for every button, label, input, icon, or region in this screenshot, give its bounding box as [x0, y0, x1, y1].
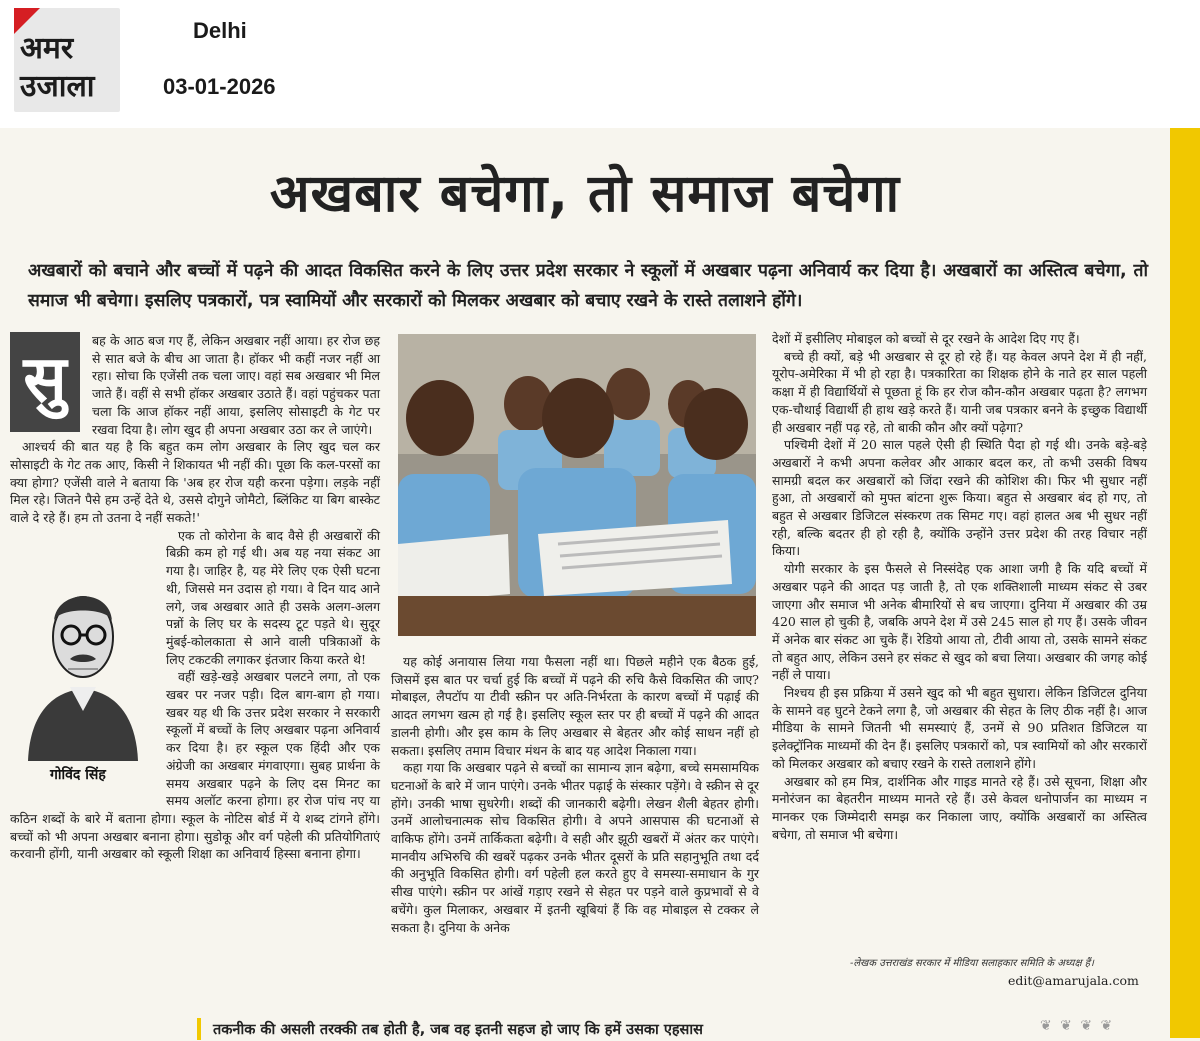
paragraph: पश्चिमी देशों में 20 साल पहले ऐसी ही स्थिति पैदा हो गई थी। उनके बड़े-बड़े अखबारों ने कभी अपना कलेवर और आकार बदल कर, तो कभी उसकी विषय सामग्री बदल कर अखबारों को जिंदा रखने की कोशिश की। फिर भी सुधार नहीं हुआ, तो अखबारों को मुफ्त बांटना शुरू किया। बहुत से अखबार बंद हो गए, तो बहुत से अखबार डिजिटल संस्करण तक सिमट गए। वहां हालत अब भी सुधर नहीं रही, बल्कि बदतर ही हो रही है, क्योंकि उन्होंने उत्तर प्रदेश की तरह विचार नहीं किया।: [772, 437, 1147, 559]
article-column-1: [10, 332, 380, 863]
paragraph: बच्चे ही क्यों, बड़े भी अखबार से दूर हो रहे हैं। यह केवल अपने देश में ही नहीं, यूरोप-अमेरिका में भी हो रहा है। पत्रकारिता का शिक्षक होने के नाते हर साल पहली कक्षा में ही विद्यार्थियों से पूछता हूं कि हर रोज कौन-कौन अखबार पढ़ता है? लगभग एक-चौथाई विद्यार्थी ही हाथ खड़े करते हैं। यानी जब पत्रकार बनने के इच्छुक विद्यार्थी ही अखबार नहीं पढ़ रहे, तो बाकी कौन और क्यों पढ़ेगा?: [772, 348, 1147, 435]
footer-quote-strip: [0, 1012, 1170, 1041]
author-byline: -लेखक उत्तराखंड सरकार में मीडिया सलाहकार समिति के अध्यक्ष हैं।: [850, 958, 1094, 969]
paragraph: यह कोई अनायास लिया गया फैसला नहीं था। पिछले महीने एक बैठक हुई, जिसमें इस बात पर चर्चा हुई कि बच्चों में पढ़ने की रुचि कैसे विकसित की जाए? मोबाइल, लैपटॉप या टीवी स्क्रीन पर अति-निर्भरता के कारण बच्चों में पढ़ाई की आदत लगभग खत्म हो गई है। इसलिए स्कूल स्तर पर ही बच्चों में पढ़ने की आदत डालनी होगी। और इस काम के लिए अखबार से बेहतर और कोई साधन नहीं हो सकता। इसलिए तमाम विचार मंथन के बाद यह आदेश निकाला गया।: [391, 654, 759, 758]
logo-text-line1: अमर: [20, 31, 74, 66]
edition-city: Delhi: [193, 18, 247, 43]
paragraph: कहा गया कि अखबार पढ़ने से बच्चों का सामान्य ज्ञान बढ़ेगा, बच्चे समसामयिक घटनाओं के बारे में जान पाएंगे। उनके भीतर पढ़ाई के संस्कार पड़ेंगे। वे स्क्रीन से दूर होंगे। उनकी भाषा सुधरेगी। शब्दों की जानकारी बढ़ेगी। लेखन शैली बेहतर होगी। उनमें आलोचनात्मक सोच विकसित होगी। वे अपने आसपास की घटनाओं से वाकिफ होंगे। उनमें तार्किकता बढ़ेगी। वे सही और झूठी खबरों में अंतर कर पाएंगे। मानवीय अभिरुचि की खबरें पढ़कर उनके भीतर दूसरों के प्रति सहानुभूति तथा दर्द की अनुभूति विकसित होगी। वर्ग पहेली हल करते हुए वे समस्या-समाधान के गुर सीख पाएंगे। स्क्रीन पर आंखें गड़ाए रखने से सेहत पर पड़ने वाले कुप्रभावों से वे बचेंगे। कुल मिलाकर, अखबार में इतनी खूबियां हैं कि वह मोबाइल से टक्कर ले सकता है। दुनिया के अनेक: [391, 760, 759, 935]
article-column-3: [772, 330, 1147, 843]
yellow-side-bar: [1170, 128, 1200, 1038]
page-header: [0, 0, 1200, 128]
footer-quote: तकनीक की असली तरक्की तब होती है, जब वह इतनी सहज हो जाए कि हमें उसका एहसास: [213, 1022, 703, 1038]
article-standfirst: अखबारों को बचाने और बच्चों में पढ़ने की आदत विकसित करने के लिए उत्तर प्रदेश सरकार ने स्कूलों में अखबार पढ़ना अनिवार्य कर दिया है। अखबारों का अस्तित्व बचेगा, तो समाज भी बचेगा। इसलिए पत्रकारों, पत्र स्वामियों और सरकारों को मिलकर अखबार को बचाए रखने के रास्ते तलाशने होंगे।: [28, 261, 1148, 311]
photo-illustration-icon: [398, 334, 756, 636]
paragraph: निश्चय ही इस प्रक्रिया में उसने खुद को भी बहुत सुधारा। लेकिन डिजिटल दुनिया के सामने वह घुटने टेकने लगा है, जो अखबार की सेहत के लिए ठीक नहीं है। आज मीडिया के सामने जितनी भी समस्याएं हैं, उनमें से 90 प्रतिशत डिजिटल या इलेक्ट्रॉनिक माध्यमों की देन हैं। इसलिए पत्रकारों को, पत्र स्वामियों को और सरकारों को मिलकर अखबार को बचाए रखने के रास्ते तलाशने होंगे।: [772, 685, 1147, 771]
amar-ujala-logo: [14, 8, 120, 112]
author-portrait: [10, 541, 156, 801]
edition-date: 03-01-2026: [163, 74, 276, 99]
students-reading-photo: [398, 334, 756, 636]
author-name: गोविंद सिंह: [50, 766, 106, 783]
paragraph: अखबार को हम मित्र, दार्शनिक और गाइड मानते रहे हैं। उसे सूचना, शिक्षा और मनोरंजन का बेहतरीन माध्यम मानते रहे हैं। उसे केवल धनोपार्जन का माध्यम न मानकर एक जिम्मेदारी समझ कर निकाला जाए, क्योंकि अखबारों का अस्तित्व बचेगा, तो समाज भी बचेगा।: [772, 773, 1147, 842]
paragraph: आश्चर्य की बात यह है कि बहुत कम लोग अखबार के लिए खुद चल कर सोसाइटी के गेट तक आए, किसी ने शिकायत भी नहीं की। पूछा कि कल-परसों का क्या होगा? एजेंसी वाले ने बताया कि 'अब हर रोज यही करना पड़ेगा। लड़के नहीं मिल रहे। जितने पैसे हम उन्हें देते थे, उससे दोगुने जोमैटो, ब्लिंकिट या बिग बास्केट वाले दे रहे हैं। हम तो उतना दे नहीं सकते!': [10, 439, 380, 526]
paragraph: देशों में इसीलिए मोबाइल को बच्चों से दूर रखने के आदेश दिए गए हैं।: [772, 331, 1080, 346]
article-headline: अखबार बचेगा, तो समाज बचेगा: [269, 164, 901, 224]
author-sketch-icon: [10, 541, 156, 761]
drop-cap: सु: [10, 332, 80, 432]
paragraph: एक तो कोरोना के बाद वैसे ही अखबारों की बिक्री कम हो गई थी। अब यह नया संकट आ गया है। जाहिर है, यह मेरे लिए एक ऐसी घटना थी, जिससे मन उदास हो गया। वे दिन याद आने लगे, जब अखबार आते ही उसके अलग-अलग पन्नों के लिए घर के सदस्य टूट पड़ते थे। सुदूर मुंबई-कोलकाता से आने वाली पत्रिकाओं के लिए टकटकी लगाकर इंतजार किया करते थे!: [166, 527, 380, 667]
paragraph: योगी सरकार के इस फैसले से निस्संदेह एक आशा जगी है कि यदि बच्चों में अखबार पढ़ने की आदत पड़ जाती है, तो एक शक्तिशाली माध्यम संकट से उबर जाएगा और समाज भी अनेक बीमारियों से बच जाएगा। दुनिया में अखबार की उम्र 420 साल हो चुकी है, जबकि अपने देश में उसे 245 साल हो गए हैं। उसके जीवन में अनेक बार संकट आ चुके हैं। रेडियो आया तो, टीवी आया तो, उसके सामने संकट तो बहुत आए, लेकिन उसने हर संकट से खुद को बचा लिया। अखबार की जगह कोई नहीं ले पाया।: [772, 561, 1147, 683]
footer-accent-bar: [197, 1018, 201, 1040]
paragraph: बह के आठ बज गए हैं, लेकिन अखबार नहीं आया। हर रोज छह से सात बजे के बीच आ जाता है। हॉकर भी कहीं नजर नहीं आ रहा। सोचा कि एजेंसी तक चला जाए। वहां सब अखबार भी मिल जाते हैं। वहीं से सभी हॉकर अखबार उठाते हैं। वहां पहुंचकर पता चला कि आज हॉकर नहीं आया, इसलिए सोसाइटी के गेट पर रखवा दिया है। लोग खुद ही अपना अखबार उठा कर ले जाएंगे।: [92, 333, 380, 437]
paragraph: वहीं खड़े-खड़े अखबार पलटने लगा, तो एक खबर पर नजर पड़ी। दिल बाग-बाग हो गया। खबर यह थी कि उत्तर प्रदेश सरकार ने सरकारी स्कूलों में बच्चों के लिए अखबार पढ़ना अनिवार्य कर दिया है। हर स्कूल एक हिंदी और एक अंग्रेजी का अखबार मंगवाएगा। सुबह प्रार्थना के समय अखबार पढ़ने के लिए दस मिनट का समय अलॉट करना होगा। हर रोज पांच नए या कठिन शब्दों के बारे में बताना होगा। स्कूल के नोटिस बोर्ड में ये शब्द टांगने होंगे। बच्चों को भी अपना अखबार बनाना होगा। सुडोकू और वर्ग पहेली की प्रतियोगिताएं करवानी होंगी, यानी अखबार को स्कूली शिक्षा का अनिवार्य हिस्सा बनाना होगा।: [10, 669, 380, 862]
edit-email: edit@amarujala.com: [1008, 973, 1139, 988]
ornament-icon: ❦ ❦ ❦ ❦: [1040, 1018, 1115, 1034]
article-column-2: [391, 653, 759, 936]
logo-text-line2: उजाला: [20, 69, 95, 104]
